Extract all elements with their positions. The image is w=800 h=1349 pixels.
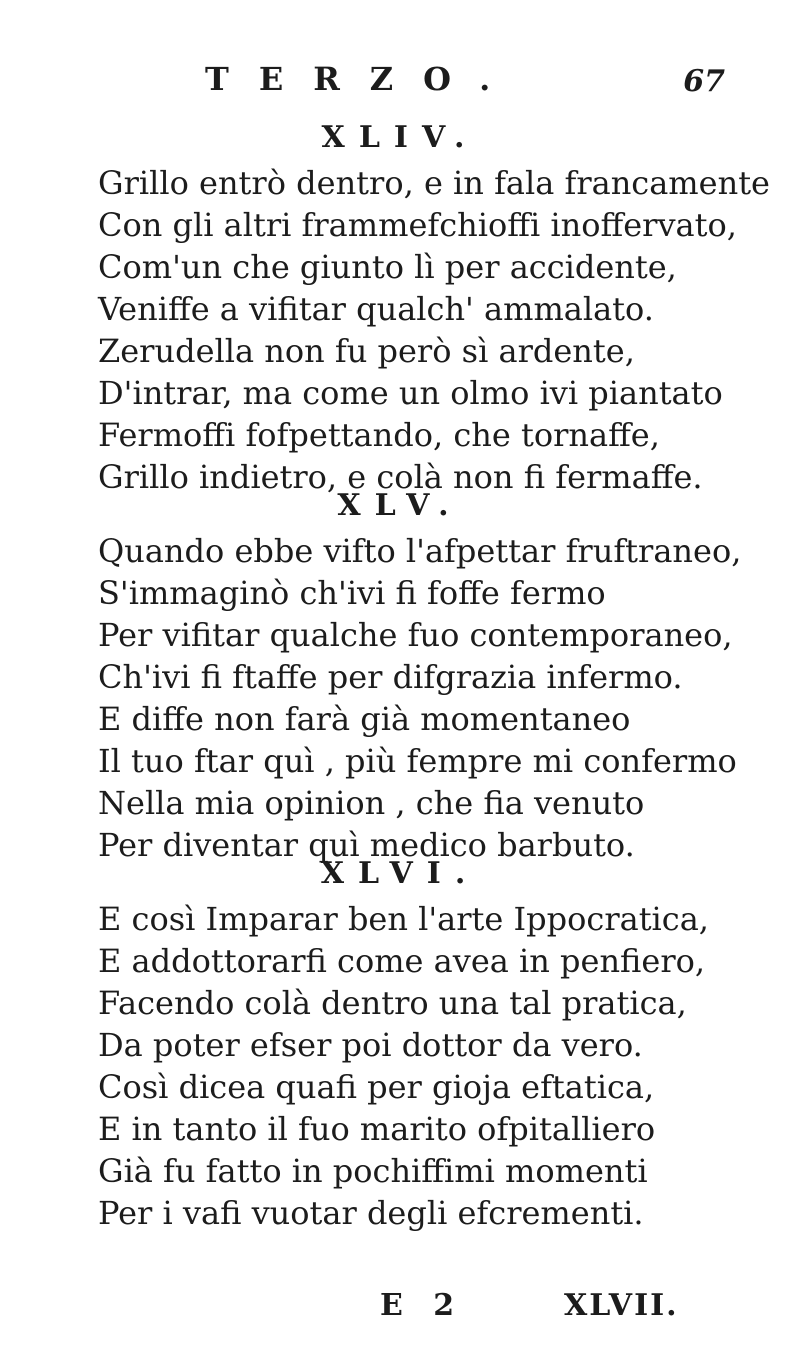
verse-line: Grillo indietro, e colà non fi fermaffe.: [98, 458, 703, 496]
verse-line: Per vifitar qualche fuo contemporaneo,: [98, 616, 733, 654]
verse-line: Nella mia opinion , che fia venuto: [98, 784, 645, 822]
verse-line: Veniffe a vifitar qualch' ammalato.: [98, 290, 654, 328]
verse-line: Così dicea quafi per gioja eftatica,: [98, 1068, 655, 1106]
stanza: [98, 162, 778, 498]
stanza: [98, 898, 778, 1234]
verse-line: Per diventar quì medico barbuto.: [98, 826, 635, 864]
verse-line: Com'un che giunto lì per accidente,: [98, 248, 677, 286]
page-footer: [0, 1288, 800, 1338]
verse-line: Già fu fatto in pochiffimi momenti: [98, 1152, 648, 1190]
verse-line: Zerudella non fu però sì ardente,: [98, 332, 635, 370]
verse-line: Grillo entrò dentro, e in fala francamente: [98, 164, 770, 202]
stanza-number: XLVI.: [320, 856, 480, 891]
verse-line: S'immaginò ch'ivi fi foffe fermo: [98, 574, 606, 612]
verse-line: Il tuo ftar quì , più fempre mi confermo: [98, 742, 737, 780]
running-head: [205, 60, 725, 110]
stanza: [98, 530, 778, 866]
stanza-number: XLV.: [337, 488, 463, 523]
verse-line: E così Imparar ben l'arte Ippocratica,: [98, 900, 709, 938]
stanza-number: XLIV.: [321, 120, 479, 155]
catchword: XLVII.: [564, 1288, 679, 1323]
verse-line: Quando ebbe vifto l'afpettar fruftraneo,: [98, 532, 742, 570]
verse-line: Per i vafi vuotar degli efcrementi.: [98, 1194, 644, 1232]
verse-line: Facendo colà dentro una tal pratica,: [98, 984, 687, 1022]
verse-line: Da poter efser poi dottor da vero.: [98, 1026, 643, 1064]
verse-line: E addottorarfi come avea in penfiero,: [98, 942, 706, 980]
verse-line: E in tanto il fuo marito ofpitalliero: [98, 1110, 656, 1148]
running-title: TERZO.: [205, 60, 521, 98]
verse-line: Fermoffi fofpettando, che tornaffe,: [98, 416, 660, 454]
verse-line: Con gli altri frammefchioffi inoffervato,: [98, 206, 737, 244]
page-number: 67: [683, 64, 725, 99]
verse-line: D'intrar, ma come un olmo ivi piantato: [98, 374, 723, 412]
verse-line: Ch'ivi fi ftaffe per difgrazia infermo.: [98, 658, 683, 696]
signature-mark: E 2: [380, 1288, 465, 1323]
verse-line: E diffe non farà già momentaneo: [98, 700, 631, 738]
